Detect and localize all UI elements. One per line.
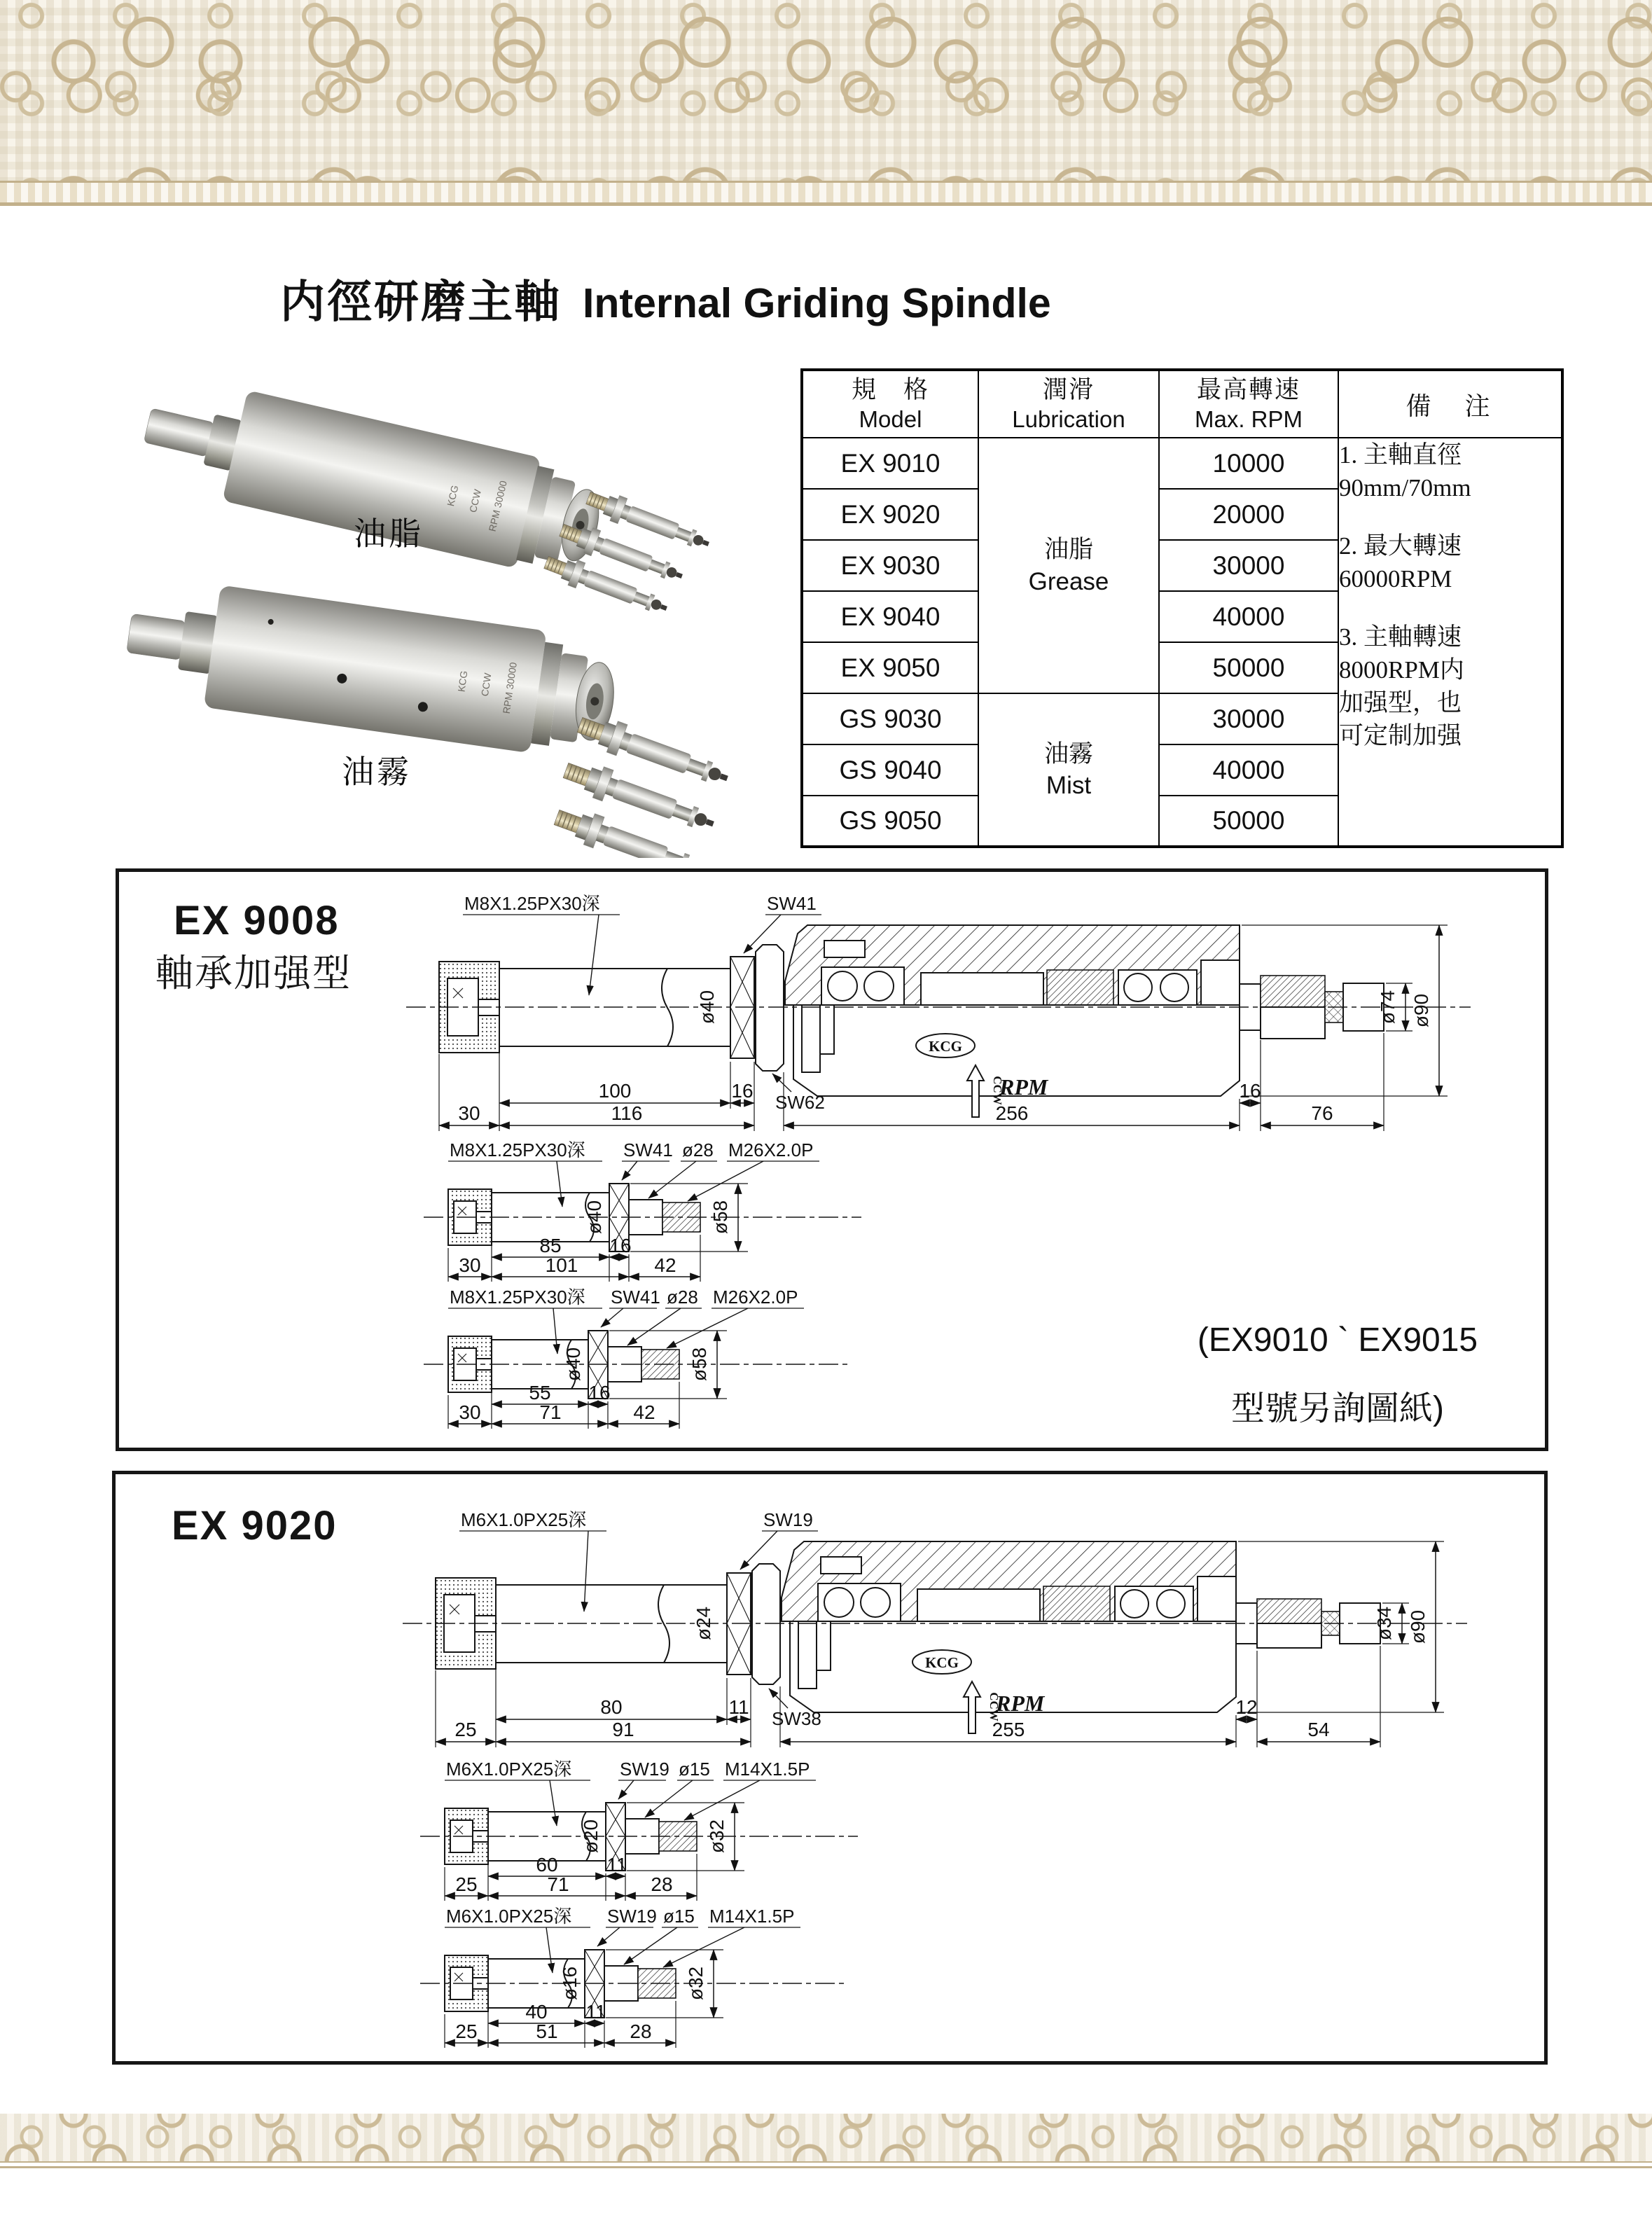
wrench-label: SW19 [607,1906,657,1927]
thread-label: M6X1.0PX25深 [446,1906,572,1927]
grease-photo-label: 油脂 [354,515,424,552]
model-cell: EX 9010 [802,438,978,489]
dim-label: 51 [536,2020,558,2042]
dim-label: 71 [539,1401,562,1423]
thread2-label: M26X2.0P [713,1287,798,1308]
body-dia-label: ø90 [1407,1609,1429,1644]
thread-label: M8X1.25PX30深 [450,1287,585,1308]
out-dia-label: ø32 [685,1966,707,2001]
ccw-label: CCW [991,1076,1004,1105]
right-dia-label: ø74 [1377,990,1398,1025]
header-lube-en: Lubrication [1012,406,1125,433]
bottom-border-trim [0,2161,1652,2168]
dim-label: 255 [992,1719,1025,1740]
table-row: EX 9050 50000 [802,642,1562,693]
product-photos [98,361,812,858]
note-2: 2. 最大轉速 60000RPM [1339,532,1462,592]
col-header-lubrication [978,370,1159,438]
shaft-dia-label: ø16 [559,1966,581,2001]
ex9020-sub-drawing-2 [410,1906,886,2050]
right-dia-label: ø34 [1373,1606,1395,1641]
step-dia-label: ø28 [667,1287,698,1308]
body-dia-label: ø90 [1410,993,1432,1028]
engraving-kcg: KCG [445,484,461,508]
out-dia-label: ø58 [709,1200,731,1235]
out-dia-label: ø32 [706,1819,728,1854]
dim-label: 16 [1239,1080,1261,1102]
dim-label: 11 [585,2001,606,2023]
wrench-label: SW41 [611,1287,660,1308]
header-rpm-zh: 最高轉速 [1196,376,1300,404]
page-title-en: Internal Griding Spindle [583,280,1051,326]
dim-label: 42 [633,1401,655,1423]
step-dia-label: ø28 [682,1139,714,1160]
dim-label: 30 [458,1102,480,1124]
thread2-label: M14X1.5P [725,1759,810,1780]
ex9020-label: EX 9020 [172,1503,338,1548]
dim-label: 256 [995,1102,1029,1124]
rpm-label: RPM [996,1691,1045,1716]
dim-label: 30 [459,1401,481,1423]
dim-label: 85 [539,1235,562,1256]
wrench-label: SW19 [620,1759,669,1780]
thread2-label: M14X1.5P [709,1906,795,1927]
table-row: EX 9020 20000 [802,489,1562,540]
mist-spindle-photo [120,574,622,763]
table-row: EX 9030 30000 [802,540,1562,591]
dim-label: 16 [609,1235,632,1256]
wrench-flange-label: SW41 [767,893,817,914]
ex9008-sub-drawing-2 [413,1287,889,1431]
ex9008-label: EX 9008 [174,898,340,943]
top-border-trim [0,181,1652,206]
ex9020-section [112,1471,1548,2065]
wrench-disc-label: SW38 [772,1708,821,1729]
wrench-flange-label: SW19 [763,1509,813,1530]
shaft-dia-label: ø40 [583,1200,605,1235]
dim-label: 55 [529,1382,551,1403]
kcg-logo: KCG [925,1654,959,1671]
dim-label: 25 [455,1873,478,1895]
bottom-decorative-border [0,2114,1652,2161]
dim-label: 28 [630,2020,652,2042]
dim-label: 54 [1307,1719,1330,1740]
dim-label: 30 [459,1254,481,1276]
dim-label: 91 [612,1719,634,1740]
col-header-notes [1338,370,1562,438]
table-row: GS 9050 50000 [802,796,1562,847]
wrench-label: SW41 [623,1139,673,1160]
dim-label: 40 [525,2001,548,2023]
kcg-logo: KCG [929,1038,962,1055]
thread-label: M6X1.0PX25深 [446,1759,572,1780]
lube-mist-cell [978,693,1159,847]
thread2-label: M26X2.0P [728,1139,814,1160]
header-model-zh: 規 格 [851,376,929,404]
lube-grease-zh: 油脂 [1043,536,1093,563]
col-header-model [802,370,978,438]
ex9008-note-line2: 型號另詢圖紙) [1231,1390,1444,1427]
dim-label: 60 [536,1854,558,1876]
shaft-dia-label: ø40 [696,990,718,1025]
ex9008-section [116,868,1548,1451]
thread-label: M8X1.25PX30深 [464,893,600,914]
table-row: EX 9040 40000 [802,591,1562,642]
lube-grease-en: Grease [1028,567,1109,595]
out-dia-label: ø58 [688,1347,710,1382]
lube-grease-cell [978,438,1159,693]
spec-table [800,368,1564,848]
dim-label: 76 [1311,1102,1333,1124]
ex9008-sublabel: 軸承加强型 [155,952,352,994]
ex9008-main-drawing [389,892,1481,1133]
engraving-ccw: CCW [466,488,484,514]
rpm-label: RPM [999,1074,1048,1100]
wrench-disc-label: SW62 [775,1092,825,1113]
thread-label: M8X1.25PX30深 [450,1139,585,1160]
ex9008-note-line1: (EX9010 ` EX9015 [1197,1322,1478,1359]
rpm-cell: 10000 [1159,438,1338,489]
ex9008-sub-drawing-1 [413,1139,889,1284]
table-header-row [802,370,1562,438]
thread-label: M6X1.0PX25深 [461,1509,587,1530]
shaft-dia-label: ø24 [693,1606,714,1641]
page-title-zh: 内徑研磨主軸 [280,277,562,327]
header-model-en: Model [859,406,922,433]
dim-label: 25 [454,1719,477,1740]
dim-label: 71 [547,1873,569,1895]
top-decorative-border [0,0,1652,181]
table-row: GS 9040 40000 [802,744,1562,796]
table-row: GS 9030 油霧 Mist 30000 [802,693,1562,744]
dim-label: 101 [545,1254,578,1276]
mist-spindle-tools [551,709,733,858]
dim-label: 11 [728,1696,749,1718]
ccw-label: CCW [987,1692,1001,1721]
lube-mist-zh: 油霧 [1043,740,1093,768]
engraving-rpm: RPM 30000 [486,479,509,533]
lube-mist-en: Mist [1046,772,1092,799]
dim-label: 28 [651,1873,673,1895]
ex9008-note [1134,1306,1541,1443]
dim-label: 100 [598,1080,632,1102]
table-row [802,438,1562,489]
shaft-dia-label: ø20 [580,1819,602,1854]
step-dia-label: ø15 [663,1906,695,1927]
header-notes: 備 注 [1405,391,1494,420]
col-header-rpm [1159,370,1338,438]
dim-label: 42 [654,1254,676,1276]
step-dia-label: ø15 [679,1759,710,1780]
shaft-dia-label: ø40 [562,1347,584,1382]
dim-label: 25 [455,2020,478,2042]
mist-photo-label: 油霧 [342,754,412,790]
note-1: 1. 主軸直徑 90mm/70mm [1339,441,1471,501]
note-3: 3. 主軸轉速 8000RPM内 加强型，也 可定制加强 [1339,623,1464,749]
ex9020-main-drawing [385,1508,1478,1749]
notes-cell [1338,438,1562,847]
dim-label: 80 [600,1696,623,1718]
dim-label: 12 [1235,1696,1258,1718]
engraving-rpm: RPM 30000 [500,661,519,715]
dim-label: 16 [588,1382,611,1403]
engraving-ccw: CCW [478,672,494,698]
page-title [280,266,1051,331]
engraving-kcg: KCG [455,670,470,693]
header-rpm-en: Max. RPM [1194,406,1303,433]
dim-label: 116 [611,1102,643,1124]
ex9020-sub-drawing-1 [410,1759,886,1903]
dim-label: 16 [731,1080,754,1102]
dim-label: 11 [606,1854,627,1876]
header-lube-zh: 潤滑 [1042,376,1095,404]
